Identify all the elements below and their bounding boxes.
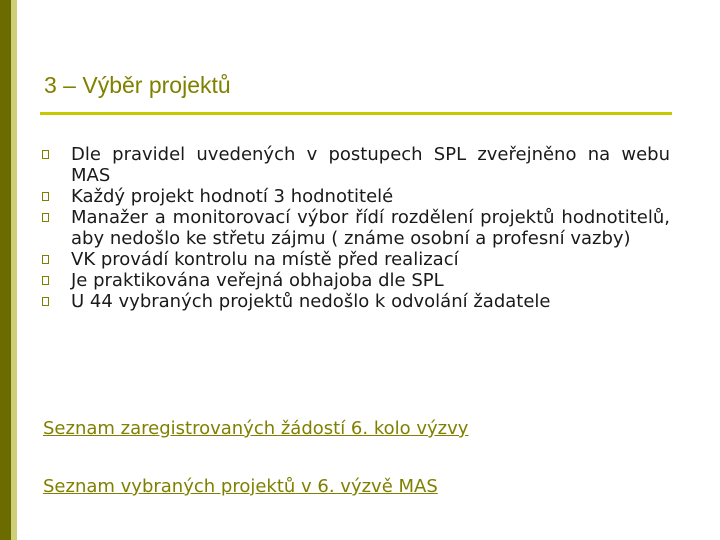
bullet-text: U 44 vybraných projektů nedošlo k odvolání žadatele [71,291,551,312]
slide-title: 3 – Výběr projektů [44,72,231,98]
bullet-text: VK provádí kontrolu na místě před realizací [71,249,459,270]
sidebar-stripe-light [11,0,17,540]
hollow-square-bullet-icon [42,276,49,285]
bullet-item [42,186,670,207]
bullet-text: Manažer a monitorovací výbor řídí rozdělení projektů hodnotitelů, aby nedošlo ke střetu zájmu ( známe osobní a profesní vazby) [71,207,670,249]
bullet-item [42,249,670,270]
hollow-square-bullet-icon [42,297,49,306]
selected-projects-link[interactable]: Seznam vybraných projektů v 6. výzvě MAS [43,476,438,497]
bullet-item [42,270,670,291]
hollow-square-bullet-icon [42,150,49,159]
bullet-list [42,144,670,312]
title-divider [40,112,672,115]
sidebar-stripe-dark [0,0,11,540]
hollow-square-bullet-icon [42,213,49,222]
bullet-text: Dle pravidel uvedených v postupech SPL zveřejněno na webu MAS [71,144,670,186]
bullet-item [42,207,670,249]
bullet-text: Každý projekt hodnotí 3 hodnotitelé [71,186,394,207]
bullet-item [42,291,670,312]
bullet-item [42,144,670,186]
bullet-text: Je praktikována veřejná obhajoba dle SPL [71,270,444,291]
registered-applications-link[interactable]: Seznam zaregistrovaných žádostí 6. kolo výzvy [43,418,469,439]
hollow-square-bullet-icon [42,192,49,201]
hollow-square-bullet-icon [42,255,49,264]
